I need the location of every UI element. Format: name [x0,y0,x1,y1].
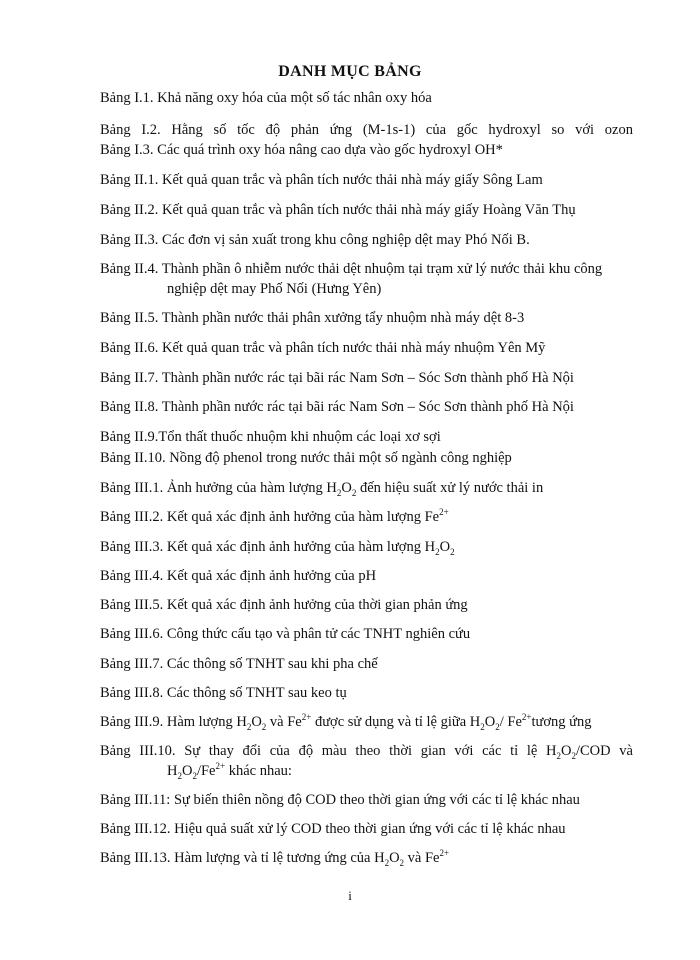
list-item-line [100,761,633,781]
text: H [167,763,178,779]
subscript: 2 [384,857,390,868]
subscript: 2 [556,750,561,761]
text: O [560,743,572,759]
list-item: Bảng II.3. Các đơn vị sản xuất trong khu công nghiệp dệt may Phó Nối B. [100,232,530,248]
list-item [100,478,543,498]
subscript: 2 [177,770,182,781]
list-item: Bảng II.9.Tổn thất thuốc nhuộm khi nhuộm các loại xơ sợi [100,429,441,445]
text: /Fe [196,763,216,779]
text: Bảng III.9. Hàm lượng H [100,714,247,730]
list-item: Bảng II.7. Thành phần nước rác tại bãi rác Nam Sơn – Sóc Sơn thành phố Hà Nội [100,370,574,386]
list-item: Bảng II.8. Thành phần nước rác tại bãi rác Nam Sơn – Sóc Sơn thành phố Hà Nội [100,399,574,415]
subscript: 2 [192,770,197,781]
list-item-line: Bảng II.4. Thành phần ô nhiễm nước thải dệt nhuộm tại trạm xử lý nước thải khu công [100,261,603,277]
superscript: 2+ [215,761,226,772]
list-item: Bảng II.6. Kết quả quan trắc và phân tích nước thải nhà máy nhuộm Yên Mỹ [100,340,546,356]
list-item: Bảng III.7. Các thông số TNHT sau khi pha chế [100,656,378,672]
subscript: 2 [495,721,500,732]
subscript: 2 [246,721,252,732]
text: Bảng III.10. Sự thay đổi của độ màu theo thời gian với các tỉ lệ H [100,743,557,759]
subscript: 2 [435,546,440,557]
list-item: Bảng II.2. Kết quả quan trắc và phân tích nước thải nhà máy giấy Hoàng Văn Thụ [100,202,576,218]
list-item [100,507,449,527]
list-item: Bảng III.4. Kết quả xác định ảnh hưởng của pH [100,568,377,584]
text: /COD và [575,743,633,759]
text: / Fe [499,714,522,730]
list-item: Bảng II.10. Nồng độ phenol trong nước thải một số ngành công nghiệp [100,450,512,466]
text: Bảng III.3. Kết quả xác định ảnh hưởng của hàm lượng H [100,539,436,555]
superscript: 2+ [439,507,449,518]
subscript: 2 [480,721,485,732]
page-title: DANH MỤC BẢNG [278,63,422,80]
text: khác nhau: [225,763,292,779]
subscript: 2 [399,857,405,868]
list-item: Bảng I.2. Hằng số tốc độ phản ứng (M-1s-1) của gốc hydroxyl so với ozon [100,122,633,138]
text: được sử dụng và tỉ lệ giữa H [311,714,481,730]
text: Bảng III.13. Hàm lượng và tỉ lệ tương ứng của H [100,850,385,866]
list-item: Bảng III.11: Sự biến thiên nồng độ COD theo thời gian ứng với các tỉ lệ khác nhau [100,792,580,808]
list-item: Bảng III.5. Kết quả xác định ảnh hưởng của thời gian phản ứng [100,597,468,613]
list-item [100,712,592,732]
subscript: 2 [450,546,455,557]
text: O [484,714,496,730]
text: Bảng III.2. Kết quả xác định ảnh hưởng của hàm lượng Fe [100,509,440,525]
text: và Fe [404,850,440,866]
page-number: i [348,888,352,903]
superscript: 2+ [439,848,450,859]
text: O [251,714,262,730]
list-item: Bảng III.12. Hiệu quả suất xử lý COD theo thời gian ứng với các tỉ lệ khác nhau [100,821,566,837]
subscript: 2 [261,721,267,732]
superscript: 2+ [521,712,532,723]
text: tương ứng [531,714,592,730]
list-item [100,848,449,868]
text: và Fe [266,714,302,730]
text: đến hiệu suất xử lý nước thải in [356,480,544,496]
text: Bảng III.1. Ảnh hưởng của hàm lượng H [100,480,337,496]
list-item: Bảng I.3. Các quá trình oxy hóa nâng cao dựa vào gốc hydroxyl OH* [100,142,503,158]
text: O [439,539,451,555]
text: O [181,763,193,779]
list-item: Bảng III.6. Công thức cấu tạo và phân tử các TNHT nghiên cứu [100,626,471,642]
subscript: 2 [571,750,576,761]
text: O [341,480,352,496]
list-item [100,741,633,781]
list-item [100,537,455,557]
list-item: Bảng I.1. Khả năng oxy hóa của một số tác nhân oxy hóa [100,90,432,106]
list-item: Bảng III.8. Các thông số TNHT sau keo tụ [100,685,347,701]
list-item: Bảng II.5. Thành phần nước thải phân xưởng tẩy nhuộm nhà máy dệt 8-3 [100,310,525,326]
subscript: 2 [351,487,357,498]
subscript: 2 [336,487,342,498]
list-item-line: nghiệp dệt may Phố Nối (Hưng Yên) [167,281,382,297]
text: O [389,850,400,866]
list-item: Bảng II.1. Kết quả quan trắc và phân tích nước thải nhà máy giấy Sông Lam [100,172,543,188]
list-item-line [100,741,633,761]
superscript: 2+ [301,712,312,723]
list-item [100,259,602,299]
